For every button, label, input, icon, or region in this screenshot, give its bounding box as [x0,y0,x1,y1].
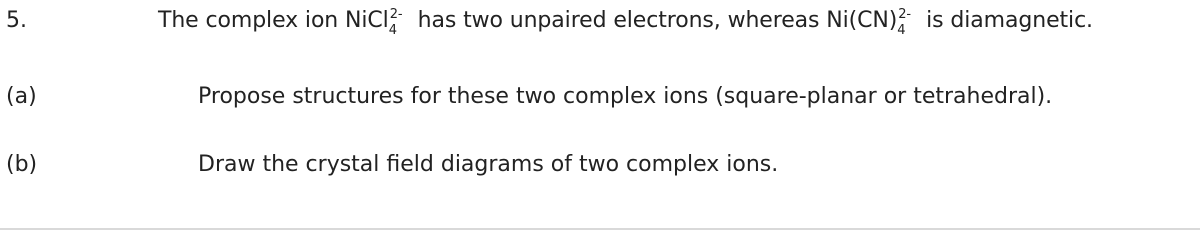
stem-text-1: The complex ion [158,8,346,33]
part-a-label: (a) [6,84,37,109]
ion-2-formula: Ni(CN) [826,8,898,33]
part-a [0,84,1200,124]
ion-2-subscript: 4 [897,23,906,38]
part-b-text: Draw the crystal field diagrams of two complex ions. [198,152,779,177]
ion-2-sub-sup [897,7,919,38]
part-b [0,152,1200,192]
stem-text-3: is diamagnetic. [919,8,1093,33]
ion-2-charge: 2- [898,7,912,22]
question-5 [0,8,1200,48]
ion-1-formula: NiCl [345,8,389,33]
stem-text-2: has two unpaired electrons, whereas [410,8,827,33]
bottom-divider [0,228,1200,230]
ion-1-subscript: 4 [388,23,397,38]
ion-1-charge: 2- [389,7,403,22]
question-stem [158,7,1093,38]
ion-1-sub-sup [388,7,411,38]
question-number: 5. [6,8,27,33]
part-a-text: Propose structures for these two complex ions (square-planar or tetrahedral). [198,84,1053,109]
part-b-label: (b) [6,152,38,177]
